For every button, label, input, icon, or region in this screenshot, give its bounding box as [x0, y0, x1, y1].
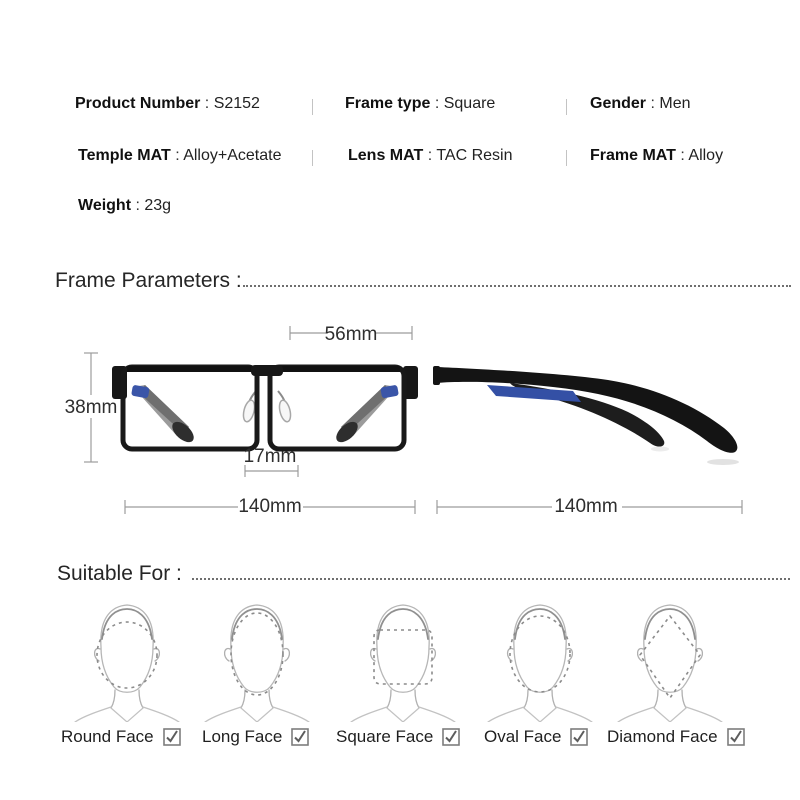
spec-separator: : — [131, 197, 145, 214]
frame-parameters-title: Frame Parameters : — [55, 269, 242, 292]
temple-shadow — [707, 459, 739, 465]
column-divider — [566, 99, 567, 115]
dimension-label: 140mm — [238, 496, 302, 517]
face-sketch-square — [348, 597, 458, 722]
dimension-label: 56mm — [324, 324, 378, 345]
nose-pad — [277, 399, 292, 423]
face-sketch-long — [202, 597, 312, 722]
face-option-label: Oval Face — [484, 727, 562, 746]
column-divider — [312, 150, 313, 166]
spec-label: Frame MAT — [590, 147, 676, 164]
dimension-temple-length — [437, 496, 742, 517]
spec-separator: : — [423, 147, 437, 164]
spec-value: Men — [659, 95, 691, 112]
checkbox-checked-icon — [442, 728, 460, 746]
face-option-label: Square Face — [336, 727, 434, 746]
spec-separator: : — [200, 95, 214, 112]
spec-separator: : — [430, 95, 444, 112]
checkbox-checked-icon — [163, 728, 181, 746]
face-sketch-oval — [485, 597, 595, 722]
temple-blue-accent — [380, 385, 399, 399]
spec-weight — [78, 197, 171, 215]
dimension-frame-width — [125, 496, 415, 517]
spec-label: Weight — [78, 197, 132, 214]
face-option-long — [202, 727, 309, 747]
spec-value: Alloy — [688, 147, 724, 164]
face-option-square — [336, 727, 460, 747]
temple-shadow — [651, 447, 669, 452]
spec-temple-mat — [78, 147, 281, 165]
round-face-outline — [97, 622, 157, 688]
face-option-label: Round Face — [61, 727, 154, 746]
spec-product-number — [75, 95, 260, 113]
spec-separator: : — [170, 147, 184, 164]
spec-lens-mat — [348, 147, 512, 165]
diamond-face-outline — [640, 616, 700, 698]
spec-label: Gender — [590, 95, 647, 112]
face-option-diamond — [607, 727, 745, 747]
checkbox-checked-icon — [291, 728, 309, 746]
temple-blue-accent — [131, 385, 150, 399]
spec-label: Product Number — [75, 95, 201, 112]
dimension-bridge-width — [244, 446, 298, 477]
checkbox-checked-icon — [570, 728, 588, 746]
dimension-label: 38mm — [64, 397, 118, 418]
dotted-rule — [243, 285, 791, 287]
checkbox-checked-icon — [727, 728, 745, 746]
nose-pad — [241, 399, 256, 423]
folded-temple-right — [333, 385, 399, 446]
folded-temple-left — [131, 385, 197, 446]
suitable-for-title: Suitable For : — [57, 562, 182, 585]
dimension-label: 140mm — [554, 496, 618, 517]
spec-gender — [590, 95, 690, 113]
face-sketch-diamond — [615, 597, 725, 722]
spec-value: TAC Resin — [436, 147, 513, 164]
spec-separator: : — [675, 147, 689, 164]
dotted-rule — [192, 578, 790, 580]
column-divider — [312, 99, 313, 115]
face-option-label: Long Face — [202, 727, 283, 746]
spec-value: 23g — [144, 197, 172, 214]
dimension-label: 17mm — [243, 446, 297, 467]
spec-label: Frame type — [345, 95, 431, 112]
face-option-round — [61, 727, 181, 747]
face-sketch-round — [72, 597, 182, 722]
glasses-side-view — [433, 366, 739, 465]
spec-value: Alloy+Acetate — [183, 147, 282, 164]
column-divider — [566, 150, 567, 166]
long-face-outline — [231, 613, 283, 695]
face-option-oval — [484, 727, 588, 747]
frame-diagram — [0, 315, 800, 525]
bridge — [251, 365, 283, 376]
dimension-lens-width — [290, 324, 412, 345]
dimension-lens-height — [65, 353, 118, 462]
spec-label: Lens MAT — [348, 147, 424, 164]
oval-face-outline — [510, 616, 570, 692]
spec-value: Square — [443, 95, 496, 112]
face-option-label: Diamond Face — [607, 727, 718, 746]
spec-separator: : — [646, 95, 660, 112]
spec-value: S2152 — [213, 95, 260, 112]
spec-label: Temple MAT — [78, 147, 171, 164]
glasses-front-view — [112, 365, 418, 449]
spec-frame-type — [345, 95, 495, 113]
spec-frame-mat — [590, 147, 723, 165]
